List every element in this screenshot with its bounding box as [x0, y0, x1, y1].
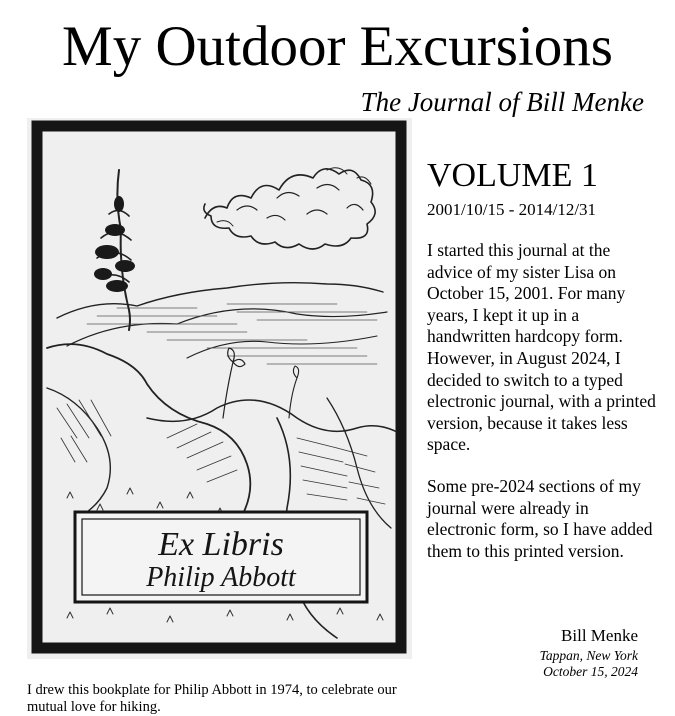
volume-label: VOLUME 1	[427, 157, 598, 194]
intro-paragraph: I started this journal at the advice of my sister Lisa on October 15, 2001. For many years, I kept it up in a handwritten hardcopy form. However, in August 2024, I decided to switch to a typed electronic journal, with a printed version, because it takes less space.	[427, 240, 656, 455]
volume-date-range: 2001/10/15 - 2014/12/31	[427, 200, 597, 219]
bookplate-caption: I drew this bookplate for Philip Abbott in 1974, to celebrate our mutual love for hiking.	[27, 682, 397, 715]
page-title: My Outdoor Excursions	[62, 15, 613, 78]
signature-place: Tappan, New York	[539, 648, 638, 663]
bookplate-illustration	[27, 118, 412, 659]
signature-date: October 15, 2024	[543, 664, 638, 679]
page-subtitle: The Journal of Bill Menke	[360, 87, 644, 117]
note-paragraph: Some pre-2024 sections of my journal were already in electronic form, so I have added them to this printed version.	[427, 476, 653, 561]
bookplate-line-1: Ex Libris	[158, 526, 284, 563]
bookplate-line-2: Philip Abbott	[146, 562, 296, 593]
signature-name: Bill Menke	[561, 626, 638, 645]
